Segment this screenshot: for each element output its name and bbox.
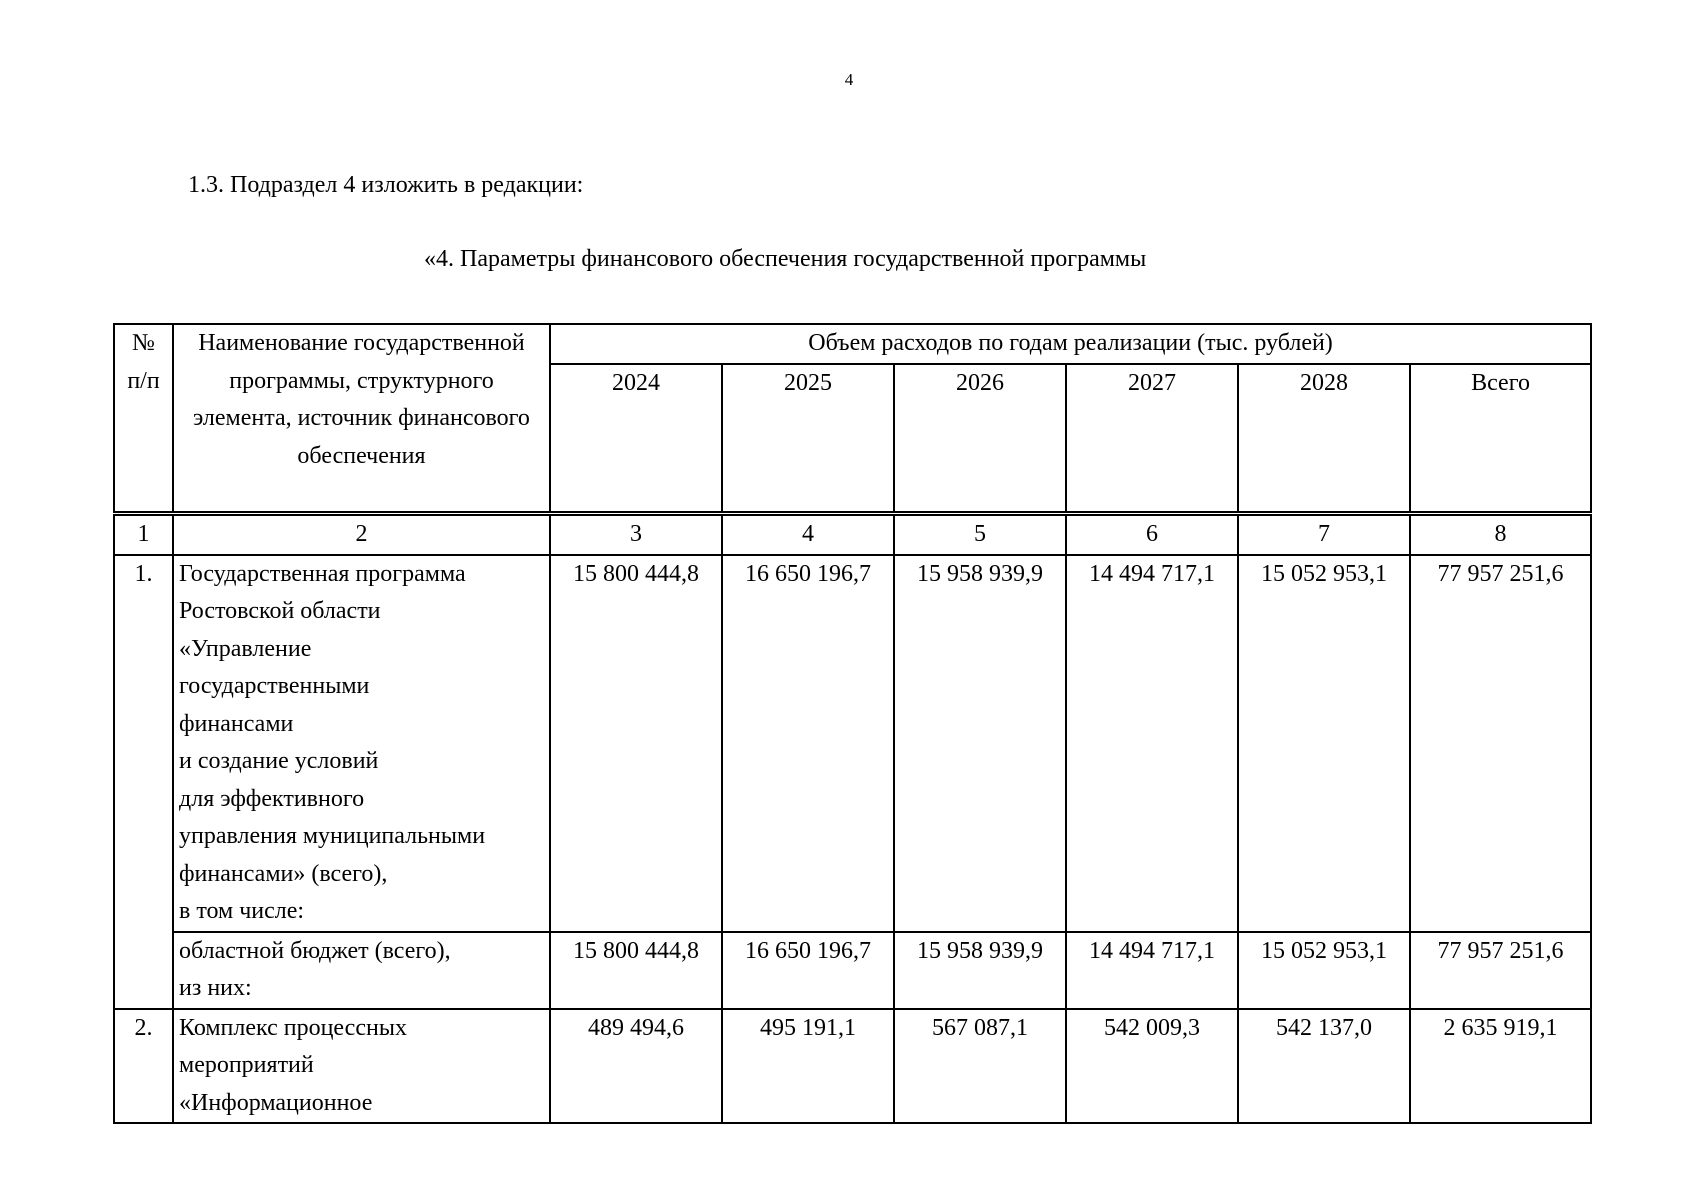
header-year: 2026: [894, 364, 1066, 514]
total-cell: 2 635 919,1: [1410, 1009, 1591, 1124]
column-number: 6: [1066, 514, 1238, 555]
total-cell: 77 957 251,6: [1410, 555, 1591, 932]
column-number: 7: [1238, 514, 1410, 555]
table-row: [114, 932, 1591, 1009]
value-cell: 15 958 939,9: [894, 932, 1066, 1009]
value-cell: 16 650 196,7: [722, 555, 894, 932]
row-name-line: и создание условий: [179, 748, 379, 774]
header-name: Наименование государственной программы, структурного элемента, источник финансового обеспечения: [173, 324, 550, 514]
value-cell: 14 494 717,1: [1066, 555, 1238, 932]
value-cell: 495 191,1: [722, 1009, 894, 1124]
row-name: [173, 1009, 550, 1124]
row-name-line: мероприятий: [179, 1052, 314, 1078]
intro-text: 1.3. Подраздел 4 изложить в редакции:: [188, 172, 584, 198]
table-row: [114, 555, 1591, 932]
header-year: 2024: [550, 364, 722, 514]
column-number: 5: [894, 514, 1066, 555]
value-cell: 15 800 444,8: [550, 932, 722, 1009]
column-number: 1: [114, 514, 173, 555]
financing-table: [113, 323, 1592, 1124]
section-title: «4. Параметры финансового обеспечения государственной программы: [424, 246, 1147, 272]
row-name: [173, 932, 550, 1009]
column-number: 8: [1410, 514, 1591, 555]
row-name-line: «Управление: [179, 635, 312, 662]
table-row: [114, 1009, 1591, 1124]
row-name-line: финансами» (всего),: [179, 860, 388, 887]
row-name-line: финансами: [179, 710, 294, 737]
value-cell: 15 958 939,9: [894, 555, 1066, 932]
row-name-line: «Информационное: [179, 1089, 373, 1116]
row-name-line: Комплекс процессных: [179, 1014, 407, 1041]
value-cell: 14 494 717,1: [1066, 932, 1238, 1009]
row-num: 1.: [114, 555, 173, 1009]
row-num: 2.: [114, 1009, 173, 1124]
row-name: [173, 555, 550, 932]
header-year: 2025: [722, 364, 894, 514]
value-cell: 15 052 953,1: [1238, 555, 1410, 932]
row-name-line: областной бюджет (всего),: [179, 937, 451, 964]
total-cell: 77 957 251,6: [1410, 932, 1591, 1009]
value-cell: 15 800 444,8: [550, 555, 722, 932]
value-cell: 15 052 953,1: [1238, 932, 1410, 1009]
header-year: 2027: [1066, 364, 1238, 514]
row-name-line: из них:: [179, 975, 252, 1001]
column-number: 4: [722, 514, 894, 555]
header-row-top: [114, 324, 1591, 364]
column-numbers-row: [114, 514, 1591, 555]
value-cell: 567 087,1: [894, 1009, 1066, 1124]
row-name-line: Государственная программа: [179, 560, 466, 587]
row-name-line: для эффективного: [179, 785, 365, 812]
row-name-line: государственными: [179, 673, 370, 699]
value-cell: 542 137,0: [1238, 1009, 1410, 1124]
header-year: 2028: [1238, 364, 1410, 514]
value-cell: 542 009,3: [1066, 1009, 1238, 1124]
column-number: 2: [173, 514, 550, 555]
row-name-line: в том числе:: [179, 898, 305, 924]
value-cell: 16 650 196,7: [722, 932, 894, 1009]
column-number: 3: [550, 514, 722, 555]
page-number: 4: [844, 70, 854, 89]
header-total: Всего: [1410, 364, 1591, 514]
value-cell: 489 494,6: [550, 1009, 722, 1124]
row-name-line: Ростовской области: [179, 598, 381, 624]
row-name-line: управления муниципальными: [179, 823, 486, 849]
header-volume: Объем расходов по годам реализации (тыс. рублей): [550, 324, 1591, 364]
header-num: № п/п: [114, 324, 173, 514]
